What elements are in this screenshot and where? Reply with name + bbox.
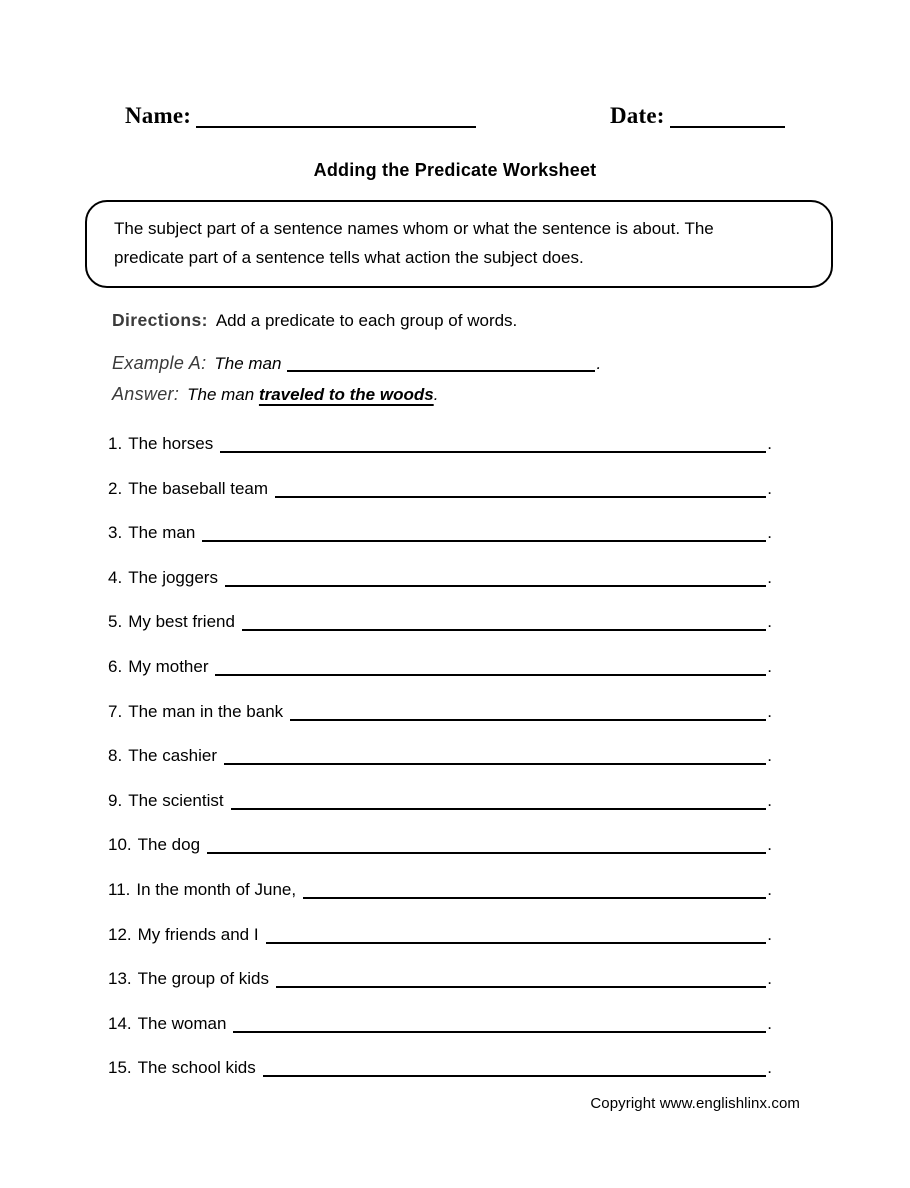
item-number: 13. — [108, 969, 132, 989]
worksheet-item-row — [108, 744, 772, 768]
item-text: My best friend — [128, 612, 235, 632]
worksheet-item-row — [108, 789, 772, 813]
item-period: . — [767, 790, 772, 810]
item-period: . — [767, 1013, 772, 1033]
name-blank-line[interactable] — [196, 126, 476, 128]
item-period: . — [767, 567, 772, 587]
item-blank-line[interactable] — [290, 719, 766, 721]
item-period: . — [767, 612, 772, 632]
item-blank-line[interactable] — [231, 808, 767, 810]
item-number: 14. — [108, 1013, 132, 1033]
example-label: Example A: — [112, 353, 207, 373]
item-number: 2. — [108, 478, 123, 498]
answer-label: Answer: — [112, 384, 180, 404]
worksheet-item-row — [108, 477, 772, 501]
worksheet-item-row — [108, 878, 772, 902]
item-text: The man — [128, 523, 196, 543]
item-period: . — [767, 924, 772, 944]
item-text: The woman — [137, 1013, 227, 1033]
worksheet-item-row — [108, 655, 772, 679]
worksheet-item-row — [108, 1056, 772, 1080]
worksheet-item-row — [108, 566, 772, 590]
item-blank-line[interactable] — [303, 897, 766, 899]
item-text: My mother — [128, 656, 209, 676]
directions-row — [112, 310, 517, 331]
example-row — [112, 353, 601, 374]
item-blank-line[interactable] — [202, 540, 766, 542]
item-period: . — [767, 434, 772, 453]
definition-line-2: predicate part of a sentence tells what action the subject does. — [114, 248, 584, 267]
item-blank-line[interactable] — [220, 451, 766, 453]
copyright-text: Copyright www.englishlinx.com — [590, 1095, 800, 1112]
item-text: The dog — [137, 835, 201, 855]
answer-prefix: The man — [187, 385, 259, 404]
item-text: The school kids — [137, 1058, 256, 1078]
item-period: . — [767, 746, 772, 766]
item-period: . — [767, 969, 772, 989]
answer-period: . — [433, 385, 439, 404]
item-number: 6. — [108, 656, 123, 676]
item-blank-line[interactable] — [276, 986, 766, 988]
item-blank-line[interactable] — [224, 763, 766, 765]
item-blank-line[interactable] — [225, 585, 766, 587]
worksheet-item-row — [108, 967, 772, 991]
definition-box — [85, 200, 833, 288]
name-row — [125, 101, 476, 130]
answer-underlined-text: traveled to the woods — [258, 385, 434, 404]
item-period: . — [767, 656, 772, 676]
definition-line-1: The subject part of a sentence names whom or what the sentence is about. The — [114, 219, 714, 238]
item-text: The cashier — [128, 746, 218, 766]
item-number: 8. — [108, 746, 123, 766]
item-blank-line[interactable] — [215, 674, 766, 676]
worksheet-item-row — [108, 432, 772, 456]
item-text: The group of kids — [137, 969, 269, 989]
item-text: The man in the bank — [128, 701, 284, 721]
item-text: My friends and I — [137, 924, 259, 944]
date-row — [610, 101, 785, 130]
item-number: 3. — [108, 523, 123, 543]
item-blank-line[interactable] — [233, 1031, 766, 1033]
example-prefix: The man — [214, 354, 282, 373]
item-period: . — [767, 523, 772, 543]
worksheet-item-row — [108, 521, 772, 545]
item-blank-line[interactable] — [275, 496, 766, 498]
worksheet-items — [108, 432, 772, 1101]
item-number: 15. — [108, 1058, 132, 1078]
worksheet-item-row — [108, 1012, 772, 1036]
item-blank-line[interactable] — [207, 852, 766, 854]
item-text: The horses — [128, 434, 214, 453]
directions-text: Add a predicate to each group of words. — [215, 311, 518, 330]
item-number: 9. — [108, 790, 123, 810]
example-blank-line[interactable] — [287, 370, 595, 372]
item-period: . — [767, 701, 772, 721]
item-blank-line[interactable] — [242, 629, 766, 631]
item-period: . — [767, 835, 772, 855]
worksheet-item-row — [108, 923, 772, 947]
item-text: In the month of June, — [136, 879, 297, 899]
item-number: 4. — [108, 567, 123, 587]
worksheet-item-row — [108, 833, 772, 857]
item-period: . — [767, 1058, 772, 1078]
item-blank-line[interactable] — [266, 942, 767, 944]
item-number: 12. — [108, 924, 132, 944]
item-number: 11. — [108, 879, 131, 899]
date-label: Date: — [610, 103, 665, 128]
item-number: 5. — [108, 612, 123, 632]
page-title: Adding the Predicate Worksheet — [313, 160, 597, 180]
example-period: . — [596, 354, 602, 373]
worksheet-item-row — [108, 700, 772, 724]
item-blank-line[interactable] — [263, 1075, 767, 1077]
item-number: 10. — [108, 835, 132, 855]
item-text: The scientist — [128, 790, 224, 810]
name-label: Name: — [125, 103, 192, 128]
item-period: . — [767, 478, 772, 498]
item-text: The baseball team — [128, 478, 269, 498]
item-number: 1. — [108, 434, 123, 453]
item-period: . — [767, 879, 772, 899]
item-number: 7. — [108, 701, 123, 721]
directions-label: Directions: — [112, 310, 208, 330]
worksheet-item-row — [108, 610, 772, 634]
answer-row — [112, 384, 438, 405]
item-text: The joggers — [128, 567, 218, 587]
date-blank-line[interactable] — [670, 126, 785, 128]
